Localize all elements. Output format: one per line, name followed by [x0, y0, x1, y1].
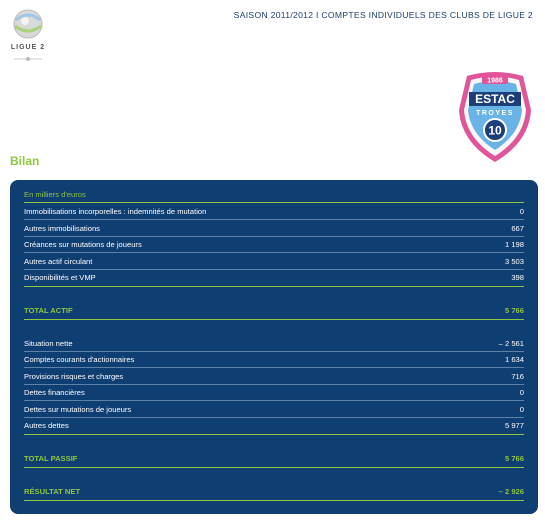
crest-name: ESTAC	[475, 92, 515, 106]
resultat-net-value: – 2 926	[498, 486, 524, 496]
row-value: 0	[519, 404, 524, 414]
table-row	[24, 384, 524, 400]
table-row	[24, 417, 524, 433]
unit-label: En milliers d'euros	[24, 189, 86, 199]
crest-number: 10	[488, 123, 502, 138]
table-row	[24, 351, 524, 367]
estac-troyes-crest	[455, 70, 535, 166]
row-label: Dettes sur mutations de joueurs	[24, 404, 132, 414]
row-label: Dettes financières	[24, 387, 85, 397]
divider	[24, 319, 524, 320]
row-value: 5 977	[504, 420, 524, 430]
divider	[24, 286, 524, 287]
resultat-net-row	[24, 483, 524, 499]
row-value: – 2 561	[498, 338, 524, 348]
row-label: Créances sur mutations de joueurs	[24, 239, 142, 249]
row-label: Provisions risques et charges	[24, 371, 124, 381]
ligue-2-label: LIGUE 2	[10, 44, 46, 51]
table-row	[24, 203, 524, 219]
row-value: 398	[511, 272, 524, 282]
row-label: Situation nette	[24, 338, 73, 348]
unit-label-row	[24, 186, 524, 202]
table-row	[24, 253, 524, 269]
row-value: 0	[519, 206, 524, 216]
row-value: 667	[511, 223, 524, 233]
table-row	[24, 368, 524, 384]
row-value: 1 198	[504, 239, 524, 249]
divider	[24, 467, 524, 468]
divider	[24, 500, 524, 501]
total-passif-row	[24, 450, 524, 466]
ligue-2-logo	[6, 6, 50, 68]
row-value: 1 634	[504, 354, 524, 364]
row-label: Disponibilités et VMP	[24, 272, 96, 282]
row-label: Comptes courants d'actionnaires	[24, 354, 135, 364]
table-row	[24, 401, 524, 417]
total-actif-value: 5 766	[504, 305, 524, 315]
resultat-net-label: RÉSULTAT NET	[24, 486, 81, 496]
page-header-title: SAISON 2011/2012 I COMPTES INDIVIDUELS DES CLUBS DE LIGUE 2	[233, 10, 533, 20]
row-label: Autres dettes	[24, 420, 69, 430]
row-label: Autres actif circulant	[24, 256, 93, 266]
table-row	[24, 269, 524, 285]
crest-city: TROYES	[476, 110, 514, 117]
table-row	[24, 220, 524, 236]
table-row	[24, 236, 524, 252]
row-value: 0	[519, 387, 524, 397]
section-title: Bilan	[10, 154, 40, 168]
row-label: Autres immobilisations	[24, 223, 100, 233]
total-actif-row	[24, 302, 524, 318]
total-passif-value: 5 766	[504, 453, 524, 463]
row-value: 716	[511, 371, 524, 381]
row-label: Immobilisations incorporelles : indemnités de mutation	[24, 206, 207, 216]
crest-year: 1986	[487, 77, 503, 85]
total-passif-label: TOTAL PASSIF	[24, 453, 78, 463]
balance-sheet-panel	[10, 180, 538, 514]
table-row	[24, 335, 524, 351]
total-actif-label: TOTAL ACTIF	[24, 305, 73, 315]
divider	[24, 434, 524, 435]
row-value: 3 503	[504, 256, 524, 266]
